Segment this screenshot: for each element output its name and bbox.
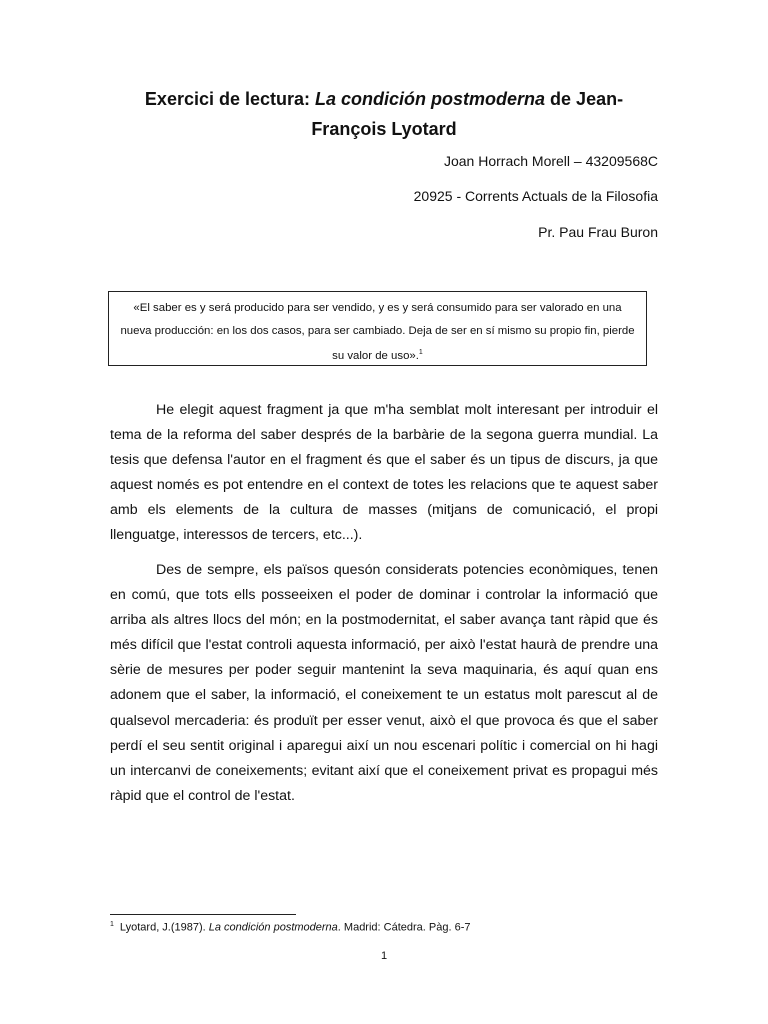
footnote-number: 1	[110, 921, 114, 928]
page-number: 1	[380, 950, 388, 962]
paragraph-1-text: He elegit aquest fragment ja que m'ha semblat molt interesant per introduir el tema de la reforma del saber després de la barbàrie de la segona guerra mundial. La tesis que defensa l'autor en el fragment és que el saber és un tipus de discurs, ja que aquest només es pot entendre en el context de totes les relacions que te aquest saber amb els elements de la cultura de masses (mitjans de comunicació, el propi llenguatge, interessos de tercers, etc...).	[110, 402, 658, 544]
footnote-before: Lyotard, J.(1987).	[119, 921, 209, 934]
footnote	[110, 921, 470, 934]
quote-footnote-ref: 1	[418, 349, 423, 356]
title-book: La condición postmoderna	[315, 89, 546, 109]
quote-box	[108, 291, 647, 366]
course-line: 20925 - Corrents Actuals de la Filosofia	[413, 188, 658, 204]
paragraph-2	[110, 558, 658, 809]
footnote-divider	[110, 914, 296, 915]
quote-text: «El saber es y será producido para ser vendido, y es y será consumido para ser valorado en una nueva producción: en los dos casos, para ser cambiado. Deja de ser en sí mismo su propio fin, pierde su valor de uso».	[120, 302, 635, 362]
footnote-after: . Madrid: Cátedra. Pàg. 6-7	[337, 921, 471, 934]
footnote-title: La condición postmoderna	[208, 921, 338, 934]
professor-line: Pr. Pau Frau Buron	[538, 224, 658, 240]
title-suffix: de Jean-François Lyotard	[311, 89, 624, 139]
author-line: Joan Horrach Morell – 43209568C	[443, 153, 658, 169]
title-prefix: Exercici de lectura:	[144, 89, 316, 109]
paragraph-1	[110, 398, 658, 549]
paragraph-2-text: Des de sempre, els països quesón considerats potencies econòmiques, tenen en comú, que tots ells posseeixen el poder de dominar i controlar la informació que arriba als altres llocs del món; en la postmodernitat, el saber avança tant ràpid que és més difícil que l'estat controli aquesta informació, per això l'estat haurà de prendre una sèrie de mesures per poder seguir mantenint la seva maquinaria, és aquí quan ens adonem que el saber, la informació, el coneixement te un estatus molt parescut al de qualsevol mercaderia: és produït per esser venut, això el que provoca és que el saber perdí el seu sentit original i aparegui així un nou escenari polític i comercial on hi hagi un intercanvi de coneixements; evitant així que el coneixement privat es propagui més ràpid que el control de l'estat.	[110, 562, 658, 804]
document-title	[110, 84, 658, 144]
